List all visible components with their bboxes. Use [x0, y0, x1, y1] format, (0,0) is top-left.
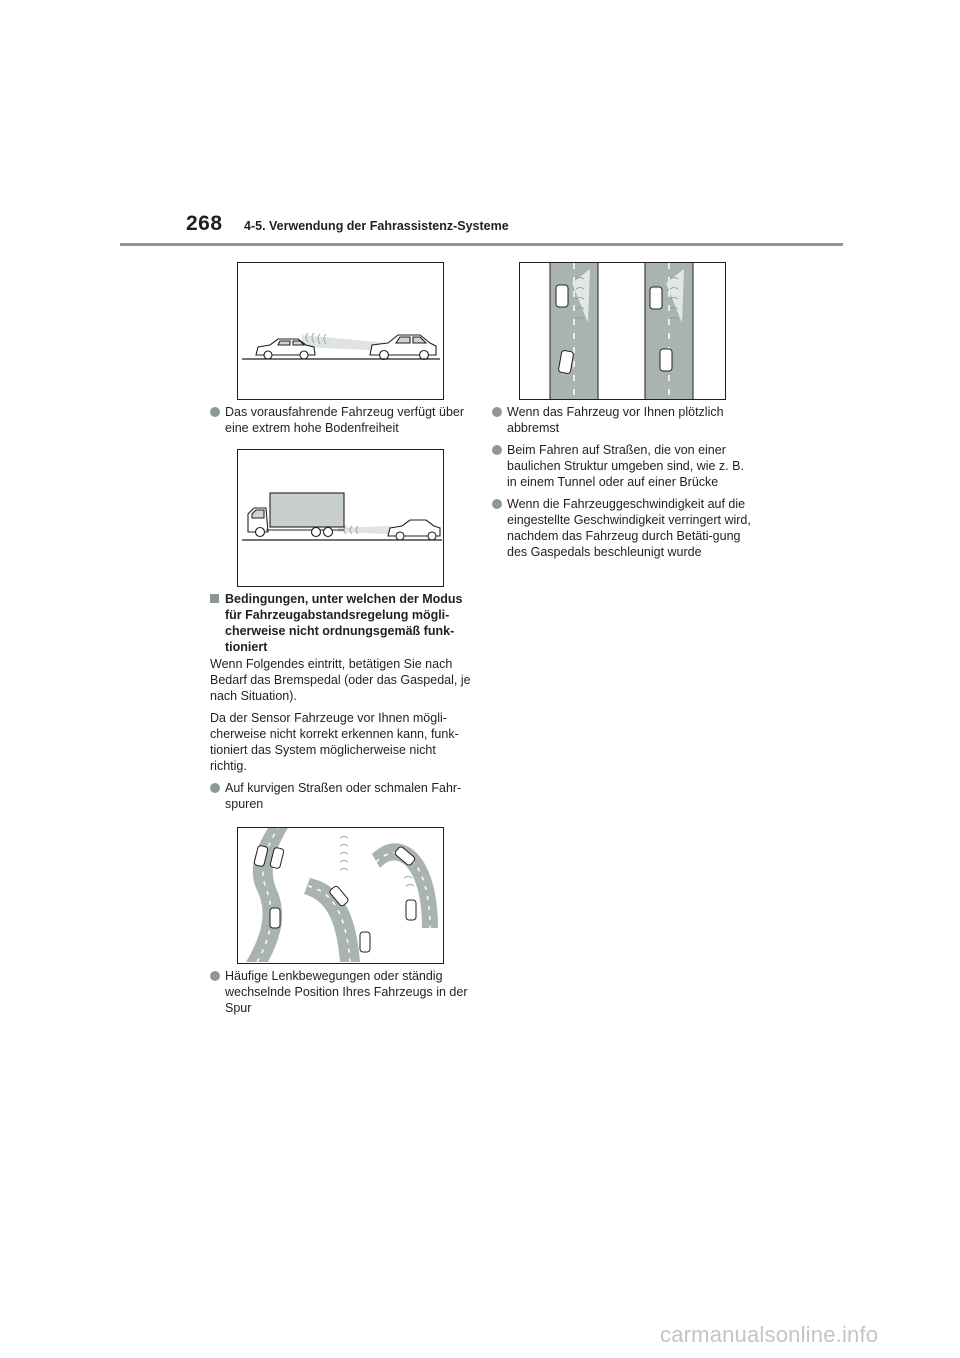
- paragraph-pedal: Wenn Folgendes eintritt, betätigen Sie nach Bedarf das Bremspedal (oder das Gaspedal, je nach Situation).: [210, 657, 471, 703]
- header-rule: [120, 243, 843, 246]
- bullet-steering: Häufige Lenkbewegungen oder ständig wechselnde Position Ihres Fahrzeugs in der Spur: [210, 968, 472, 1016]
- section-title: 4-5. Verwendung der Fahrassistenz-Systeme: [244, 219, 509, 233]
- conditions-heading: Bedingungen, unter welchen der Modus für Fahrzeugabstandsregelung mögli-cherweise nicht ordnungsgemäß funk-tioniert: [210, 591, 472, 655]
- bullet-dot: [492, 499, 502, 509]
- bullet-dot: [210, 971, 220, 981]
- bullet-dot: [210, 407, 220, 417]
- bullet-high-clearance: Das vorausfahrende Fahrzeug verfügt über eine extrem hohe Bodenfreiheit: [210, 404, 472, 436]
- figure-truck: [237, 449, 444, 587]
- page-number: 268: [186, 212, 223, 235]
- truck: [248, 493, 344, 537]
- bullet-speed-reduced: Wenn die Fahrzeuggeschwindigkeit auf die eingestellte Geschwindigkeit verringert wird, nachdem das Fahrzeug durch Betäti-gung des Gaspedals beschleunigt wurde: [492, 496, 757, 560]
- watermark: carmanualsonline.info: [660, 1322, 879, 1347]
- bullet-dot: [492, 407, 502, 417]
- bullet-curvy-roads: Auf kurvigen Straßen oder schmalen Fahr-spuren: [210, 780, 472, 812]
- figure-curvy-roads: [237, 827, 444, 964]
- bullet-tunnel-bridge: Beim Fahren auf Straßen, die von einer baulichen Struktur umgeben sind, wie z. B. in einem Tunnel oder auf einer Brücke: [492, 442, 757, 490]
- car-ahead: [370, 335, 436, 360]
- radar-beam: [338, 526, 390, 534]
- bullet-sudden-braking: Wenn das Fahrzeug vor Ihnen plötzlich abbremst: [492, 404, 757, 436]
- heading-square: [210, 594, 219, 603]
- figure-sudden-braking: [519, 262, 726, 400]
- paragraph-sensor: Da der Sensor Fahrzeuge vor Ihnen mögli-cherweise nicht korrekt erkennen kann, funk-tioniert das System möglicherweise nicht richtig.: [210, 711, 459, 773]
- car-own: [388, 520, 440, 540]
- bullet-dot: [210, 783, 220, 793]
- figure-high-clearance: [237, 262, 444, 400]
- bullet-dot: [492, 445, 502, 455]
